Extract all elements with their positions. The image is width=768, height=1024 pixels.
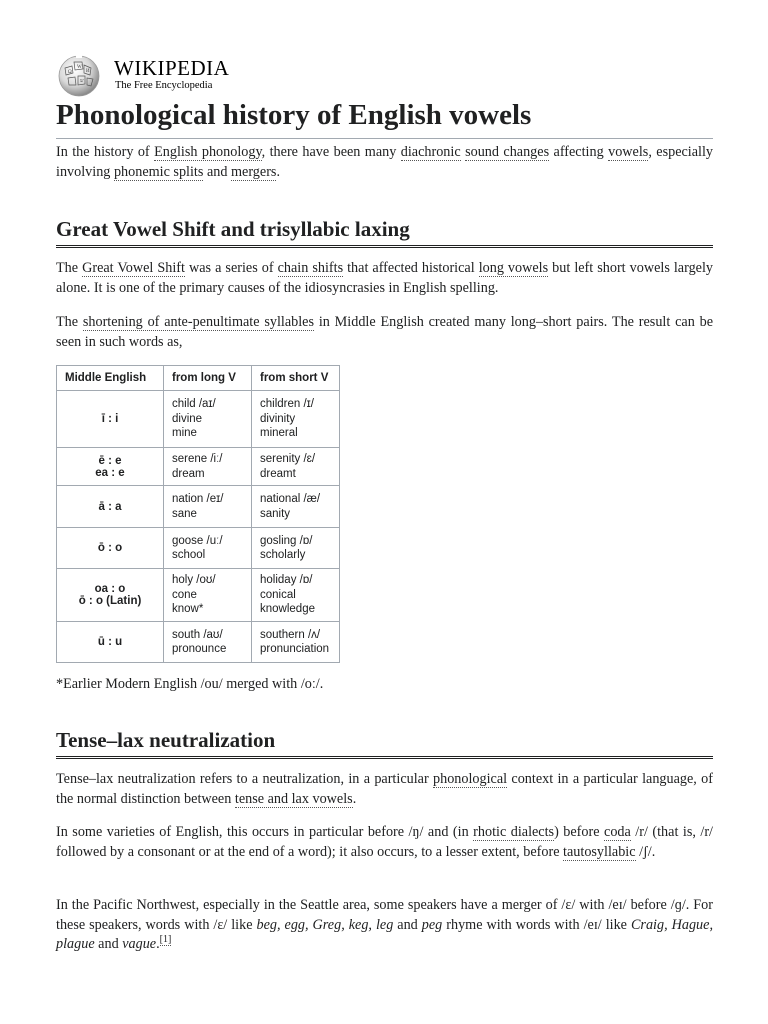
short-vowel-cell-line: southern /ʌ/ bbox=[260, 628, 321, 641]
short-vowel-cell-line: divinity bbox=[260, 412, 296, 425]
paragraph-great-vowel-shift bbox=[56, 259, 713, 298]
long-vowel-cell-line: goose /uː/ bbox=[172, 534, 223, 547]
page-title: Phonological history of English vowels bbox=[56, 97, 713, 139]
short-vowel-cell-line: knowledge bbox=[260, 603, 315, 616]
long-vowel-cell bbox=[164, 448, 252, 486]
table-row bbox=[57, 528, 340, 569]
text: , there have been many bbox=[261, 144, 401, 160]
short-vowel-cell-line: mineral bbox=[260, 427, 298, 440]
text: . bbox=[156, 936, 160, 952]
link-diachronic[interactable]: diachronic bbox=[400, 144, 461, 160]
long-vowel-cell-line: child /aɪ/ bbox=[172, 398, 216, 411]
text: but left short vowels largely alone. It is one of the primary causes of the idiosyncrasies in English spelling. bbox=[56, 260, 713, 296]
link-vowels[interactable]: vowels bbox=[608, 144, 649, 160]
text: context in a particular language, of the normal distinction between bbox=[56, 771, 713, 807]
middle-english-cell-line: oa : o bbox=[94, 583, 126, 595]
middle-english-cell bbox=[57, 569, 164, 622]
middle-english-cell bbox=[57, 622, 164, 663]
paragraph-varieties bbox=[56, 823, 713, 862]
paragraph-shortening bbox=[56, 313, 713, 352]
long-vowel-cell-line: dream bbox=[172, 467, 205, 480]
svg-text:И: И bbox=[86, 69, 90, 74]
middle-english-cell-line: ē : e bbox=[98, 454, 122, 467]
middle-english-cell bbox=[57, 528, 164, 569]
link-shortening-ante-penultimate[interactable]: shortening of ante-penultimate syllables bbox=[82, 314, 315, 330]
section-heading-tense-lax: Tense–lax neutralization bbox=[56, 726, 713, 759]
column-header: Middle English bbox=[57, 366, 164, 391]
link-sound-changes[interactable]: sound changes bbox=[465, 144, 550, 160]
text: In some varieties of English, this occurs in particular before /ŋ/ and (in bbox=[56, 824, 474, 840]
long-vowel-cell-line: school bbox=[172, 549, 206, 561]
long-vowel-cell-line: nation /eɪ/ bbox=[172, 493, 224, 505]
short-vowel-cell bbox=[252, 569, 340, 622]
text: The bbox=[56, 260, 83, 276]
long-vowel-cell-line: know* bbox=[172, 603, 204, 616]
example-word: vague bbox=[122, 936, 157, 952]
vowel-pairs-table bbox=[56, 365, 340, 663]
text: and bbox=[94, 936, 123, 952]
middle-english-cell bbox=[57, 486, 164, 528]
middle-english-cell-line: ā : a bbox=[98, 500, 122, 513]
table-header-row bbox=[57, 366, 340, 391]
long-vowel-cell-line: south /aʊ/ bbox=[172, 628, 223, 641]
long-vowel-cell bbox=[164, 486, 252, 528]
link-tense-and-lax-vowels[interactable]: tense and lax vowels bbox=[234, 790, 353, 807]
short-vowel-cell bbox=[252, 391, 340, 448]
short-vowel-cell-line: serenity /ɛ/ bbox=[260, 453, 316, 465]
example-words: beg, egg, Greg, keg, leg bbox=[256, 916, 394, 933]
long-vowel-cell bbox=[164, 569, 252, 622]
section-heading-great-vowel-shift: Great Vowel Shift and trisyllabic laxing bbox=[56, 215, 713, 248]
text: rhyme with words with /eɪ/ like bbox=[442, 916, 631, 933]
link-coda[interactable]: coda bbox=[604, 824, 631, 840]
short-vowel-cell-line: holiday /ɒ/ bbox=[260, 574, 313, 587]
svg-text:W: W bbox=[77, 65, 82, 70]
citation-1 bbox=[160, 934, 172, 946]
column-header: from short V bbox=[252, 366, 340, 391]
short-vowel-cell-line: children /ɪ/ bbox=[260, 398, 314, 411]
wordmark: WIKIPEDIA bbox=[114, 56, 230, 80]
link-english-phonology[interactable]: English phonology bbox=[154, 144, 262, 160]
middle-english-cell-line: ō : o (Latin) bbox=[78, 595, 142, 607]
text: that affected historical bbox=[343, 260, 479, 276]
text: was a series of bbox=[184, 260, 278, 276]
short-vowel-cell-line: conical bbox=[260, 588, 296, 601]
long-vowel-cell-line: mine bbox=[172, 427, 197, 440]
long-vowel-cell bbox=[164, 622, 252, 663]
text: /ʃ/. bbox=[635, 843, 656, 860]
example-word: peg bbox=[421, 916, 443, 933]
short-vowel-cell-line: dreamt bbox=[260, 467, 296, 480]
column-header: from long V bbox=[164, 366, 252, 391]
middle-english-cell-line: ī : i bbox=[101, 413, 119, 425]
intro-paragraph bbox=[56, 143, 713, 182]
short-vowel-cell-line: gosling /ɒ/ bbox=[260, 534, 313, 547]
short-vowel-cell-line: scholarly bbox=[260, 549, 306, 561]
link-chain-shifts[interactable]: chain shifts bbox=[277, 260, 344, 276]
middle-english-cell bbox=[57, 448, 164, 486]
globe-icon bbox=[56, 54, 102, 98]
svg-text:Ω: Ω bbox=[68, 70, 72, 75]
tagline: The Free Encyclopedia bbox=[115, 80, 213, 91]
table-row bbox=[57, 486, 340, 528]
paragraph-pacific-northwest bbox=[56, 896, 713, 955]
short-vowel-cell-line: national /æ/ bbox=[260, 493, 321, 505]
long-vowel-cell-line: pronounce bbox=[172, 643, 227, 655]
text: ) before bbox=[554, 824, 605, 840]
link-mergers[interactable]: mergers bbox=[231, 163, 277, 180]
paragraph-tense-lax-definition bbox=[56, 770, 713, 809]
short-vowel-cell bbox=[252, 528, 340, 569]
table-body bbox=[57, 391, 340, 663]
middle-english-cell bbox=[57, 391, 164, 448]
table-row bbox=[57, 391, 340, 448]
middle-english-cell-line: ea : e bbox=[95, 466, 125, 479]
table-row bbox=[57, 448, 340, 486]
citation-link[interactable]: [1] bbox=[159, 934, 172, 946]
middle-english-cell-line: ū : u bbox=[97, 636, 123, 648]
text: affecting bbox=[549, 144, 609, 160]
text: In the history of bbox=[56, 144, 155, 160]
table-row bbox=[57, 569, 340, 622]
link-phonemic-splits[interactable]: phonemic splits bbox=[113, 163, 204, 180]
long-vowel-cell bbox=[164, 391, 252, 448]
text: . bbox=[352, 790, 357, 807]
text: in Middle English created many long–short pairs. The result can be seen in such words as, bbox=[56, 314, 713, 350]
short-vowel-cell-line: sanity bbox=[260, 507, 291, 520]
link-phonological[interactable]: phonological bbox=[433, 771, 508, 787]
table-row bbox=[57, 622, 340, 663]
short-vowel-cell bbox=[252, 448, 340, 486]
link-long-vowels[interactable]: long vowels bbox=[478, 260, 549, 276]
link-great-vowel-shift[interactable]: Great Vowel Shift bbox=[82, 260, 185, 276]
wikipedia-logo[interactable] bbox=[56, 54, 256, 98]
text: and bbox=[203, 163, 231, 180]
long-vowel-cell-line: serene /iː/ bbox=[172, 453, 223, 465]
text: Tense–lax neutralization refers to a neutralization, in a particular bbox=[56, 771, 433, 787]
middle-english-cell-line: ō : o bbox=[97, 542, 123, 554]
long-vowel-cell-line: cone bbox=[172, 588, 197, 601]
long-vowel-cell-line: sane bbox=[172, 507, 197, 520]
long-vowel-cell bbox=[164, 528, 252, 569]
text: and bbox=[393, 916, 422, 933]
table-footnote: *Earlier Modern English /ou/ merged with /oː/. bbox=[56, 676, 324, 692]
long-vowel-cell-line: divine bbox=[172, 412, 203, 425]
link-tautosyllabic[interactable]: tautosyllabic bbox=[563, 843, 636, 860]
short-vowel-cell bbox=[252, 486, 340, 528]
text: . bbox=[276, 163, 280, 180]
example-words: Craig, Hague, plague bbox=[56, 916, 713, 952]
text: /r/ (that is, /r/ followed by a consonant or at the end of a word); it also occurs, to a lesser extent, before bbox=[56, 824, 713, 860]
svg-text:ש: ש bbox=[80, 79, 84, 84]
text: , especially involving bbox=[56, 144, 714, 180]
short-vowel-cell-line: pronunciation bbox=[260, 643, 330, 655]
long-vowel-cell-line: holy /oʊ/ bbox=[172, 574, 216, 587]
text: The bbox=[56, 314, 83, 330]
link-rhotic-dialects[interactable]: rhotic dialects bbox=[473, 824, 555, 840]
short-vowel-cell bbox=[252, 622, 340, 663]
text: In the Pacific Northwest, especially in the Seattle area, some speakers have a merger of /ɛ/ with /eɪ/ before /ɡ/. For these speakers, words with /ɛ/ like bbox=[56, 897, 713, 933]
